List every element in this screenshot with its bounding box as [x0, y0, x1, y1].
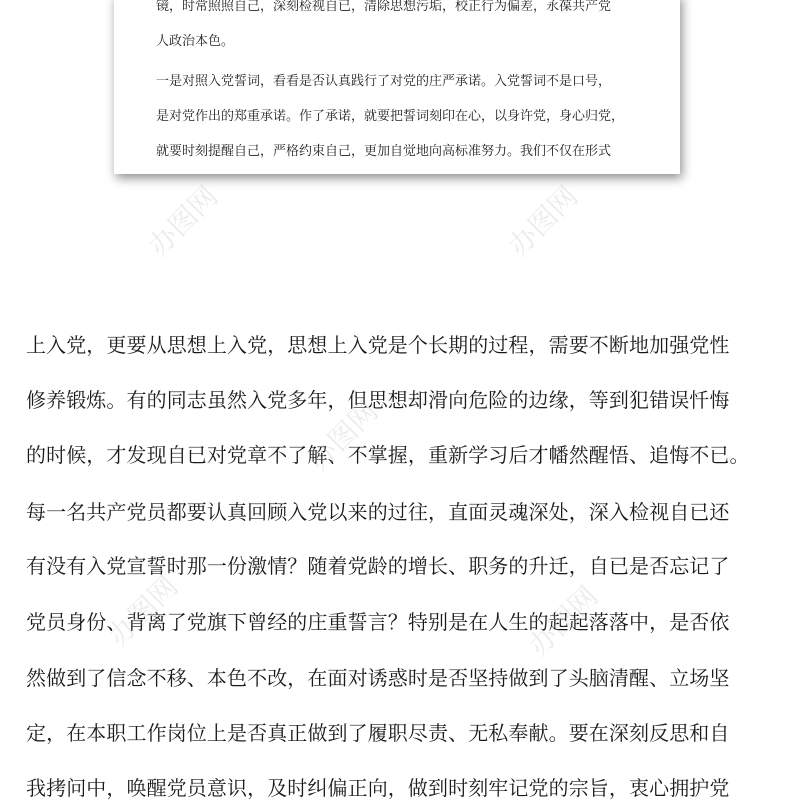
- body-line-9: 我拷问中，唤醒党员意识，及时纠偏正向，做到时刻牢记党的宗旨，衷心拥护党: [26, 776, 730, 800]
- watermark-logo: 办图网: [141, 179, 225, 263]
- body-line-4: 每一名共产党员都要认真回顾入党以来的过往，直面灵魂深处，深入检视自已还: [26, 500, 730, 524]
- card-line-4: 是对党作出的郑重承诺。作了承诺，就要把誓词刻印在心，以身许党，身心归党，: [156, 109, 625, 124]
- body-line-8: 定，在本职工作岗位上是否真正做到了履职尽责、无私奉献。要在深刻反思和自: [26, 721, 730, 745]
- card-line-1: 镜，时常照照自己，深刻检视自已，清除思想污垢，校正行为偏差，永葆共产党: [156, 0, 612, 14]
- body-line-3: 的时候，才发现自已对党章不了解、不掌握，重新学习后才幡然醒悟、追悔不已。: [26, 443, 750, 467]
- document-preview-card: [114, 0, 680, 174]
- watermark-logo: 办图网: [101, 569, 185, 653]
- body-line-5: 有没有入党宣誓时那一份激情？随着党龄的增长、职务的升迁，自已是否忘记了: [26, 554, 730, 578]
- body-line-6: 党员身份、背离了党旗下曾经的庄重誓言？特别是在人生的起起落落中，是否依: [26, 610, 730, 634]
- watermark-logo: 办图网: [501, 179, 585, 263]
- watermark-logo: 办图网: [301, 394, 385, 478]
- card-line-5: 就要时刻提醒自己，严格约束自己，更加自觉地向高标准努力。我们不仅在形式: [156, 144, 612, 159]
- body-line-2: 修养锻炼。有的同志虽然入党多年，但思想却滑向危险的边缘，等到犯错误忏悔: [26, 388, 730, 412]
- body-line-1: 上入党，更要从思想上入党，思想上入党是个长期的过程，需要不断地加强党性: [26, 333, 730, 357]
- card-line-2: 人政治本色。: [156, 34, 235, 49]
- card-line-3: 一是对照入党誓词，看看是否认真践行了对党的庄严承诺。入党誓词不是口号，: [156, 74, 612, 89]
- watermark-logo: 办图网: [521, 579, 605, 663]
- body-line-7: 然做到了信念不移、本色不改，在面对诱惑时是否坚持做到了头脑清醒、立场坚: [26, 666, 730, 690]
